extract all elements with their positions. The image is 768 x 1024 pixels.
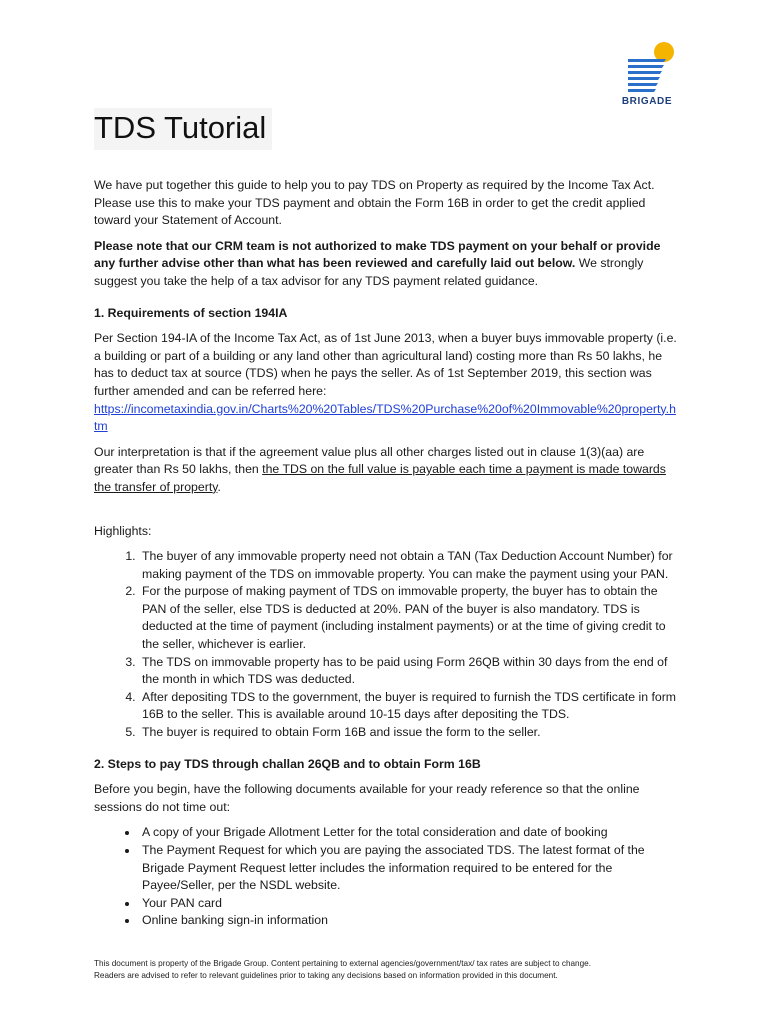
brand-name: BRIGADE	[621, 96, 673, 107]
footer-disclaimer	[94, 958, 694, 982]
section2-heading: 2. Steps to pay TDS through challan 26QB and to obtain Form 16B	[94, 756, 481, 771]
interpretation-text: Our interpretation is that if the agreement value plus all other charges listed out in clause 1(3)(aa) are greater than Rs 50 lakhs, then	[94, 444, 645, 477]
section2-paragraph: Before you begin, have the following documents available for your ready reference so that the online sessions do not time out:	[94, 782, 640, 814]
list-item: • Online banking sign-in information	[139, 912, 678, 930]
page-title: TDS Tutorial	[94, 108, 272, 150]
footer-line-2: Readers are advised to refer to relevant guidelines prior to taking any decisions based on information provided in this document.	[94, 971, 558, 980]
list-item: • The Payment Request for which you are paying the associated TDS. The latest format of the Brigade Payment Request letter includes the information required to be entered for the Payee/Seller, per the NSDL website.	[139, 842, 678, 895]
interpretation-paragraph	[94, 444, 678, 497]
highlights-label: Highlights:	[94, 523, 152, 538]
list-item: 5. The buyer is required to obtain Form 16B and issue the form to the seller.	[139, 724, 678, 742]
list-item: 1. The buyer of any immovable property need not obtain a TAN (Tax Deduction Account Number) for making payment of the TDS on immovable property. You can make the payment using your PAN.	[139, 548, 678, 583]
footer-line-1: This document is property of the Brigade Group. Content pertaining to external agencies/government/tax/ tax rates are subject to change.	[94, 959, 591, 968]
crm-notice-rest: We strongly suggest you take the help of a tax advisor for any TDS payment related guidance.	[94, 256, 644, 288]
crm-notice	[94, 238, 678, 291]
documents-list	[94, 824, 678, 930]
list-item: 3. The TDS on immovable property has to be paid using Form 26QB within 30 days from the end of the month in which TDS was deducted.	[139, 654, 678, 689]
income-tax-link[interactable]: https://incometaxindia.gov.in/Charts%20%20Tables/TDS%20Purchase%20of%20Immovable%20property.htm	[94, 401, 676, 434]
interpretation-underlined: the TDS on the full value is payable each time a payment is made towards the transfer of property	[94, 462, 666, 494]
section1-paragraph	[94, 330, 678, 436]
section1-text: Per Section 194-IA of the Income Tax Act, as of 1st June 2013, when a buyer buys immovable property (i.e. a building or part of a building or any land other than agricultural land) costing more than Rs 50 lakhs, he has to deduct tax at source (TDS) when he pays the seller. As of 1st September 2019, this section was further amended and can be referred here:	[94, 331, 677, 398]
list-item: 4. After depositing TDS to the government, the buyer is required to furnish the TDS certificate in form 16B to the seller. This is available around 10-15 days after depositing the TDS.	[139, 689, 678, 724]
crm-notice-bold: Please note that our CRM team is not authorized to make TDS payment on your behalf or provide any further advise other than what has been reviewed and carefully laid out below.	[94, 238, 661, 271]
section1-heading: 1. Requirements of section 194IA	[94, 305, 288, 320]
list-item: • A copy of your Brigade Allotment Letter for the total consideration and date of booking	[139, 824, 678, 842]
intro-paragraph: We have put together this guide to help you to pay TDS on Property as required by the Income Tax Act. Please use this to make your TDS payment and obtain the Form 16B in order to get the credit applied toward your Statement of Account.	[94, 178, 655, 228]
interpretation-end: .	[217, 479, 221, 494]
list-item: 2. For the purpose of making payment of TDS on immovable property, the buyer has to obtain the PAN of the seller, else TDS is deducted at 20%. PAN of the buyer is also mandatory. TDS is deducted at the time of payment (including instalment payments) or at the time of giving credit to the seller, whichever is earlier.	[139, 583, 678, 653]
list-item: • Your PAN card	[139, 895, 678, 913]
document-body	[94, 177, 678, 930]
highlights-list	[94, 548, 678, 742]
